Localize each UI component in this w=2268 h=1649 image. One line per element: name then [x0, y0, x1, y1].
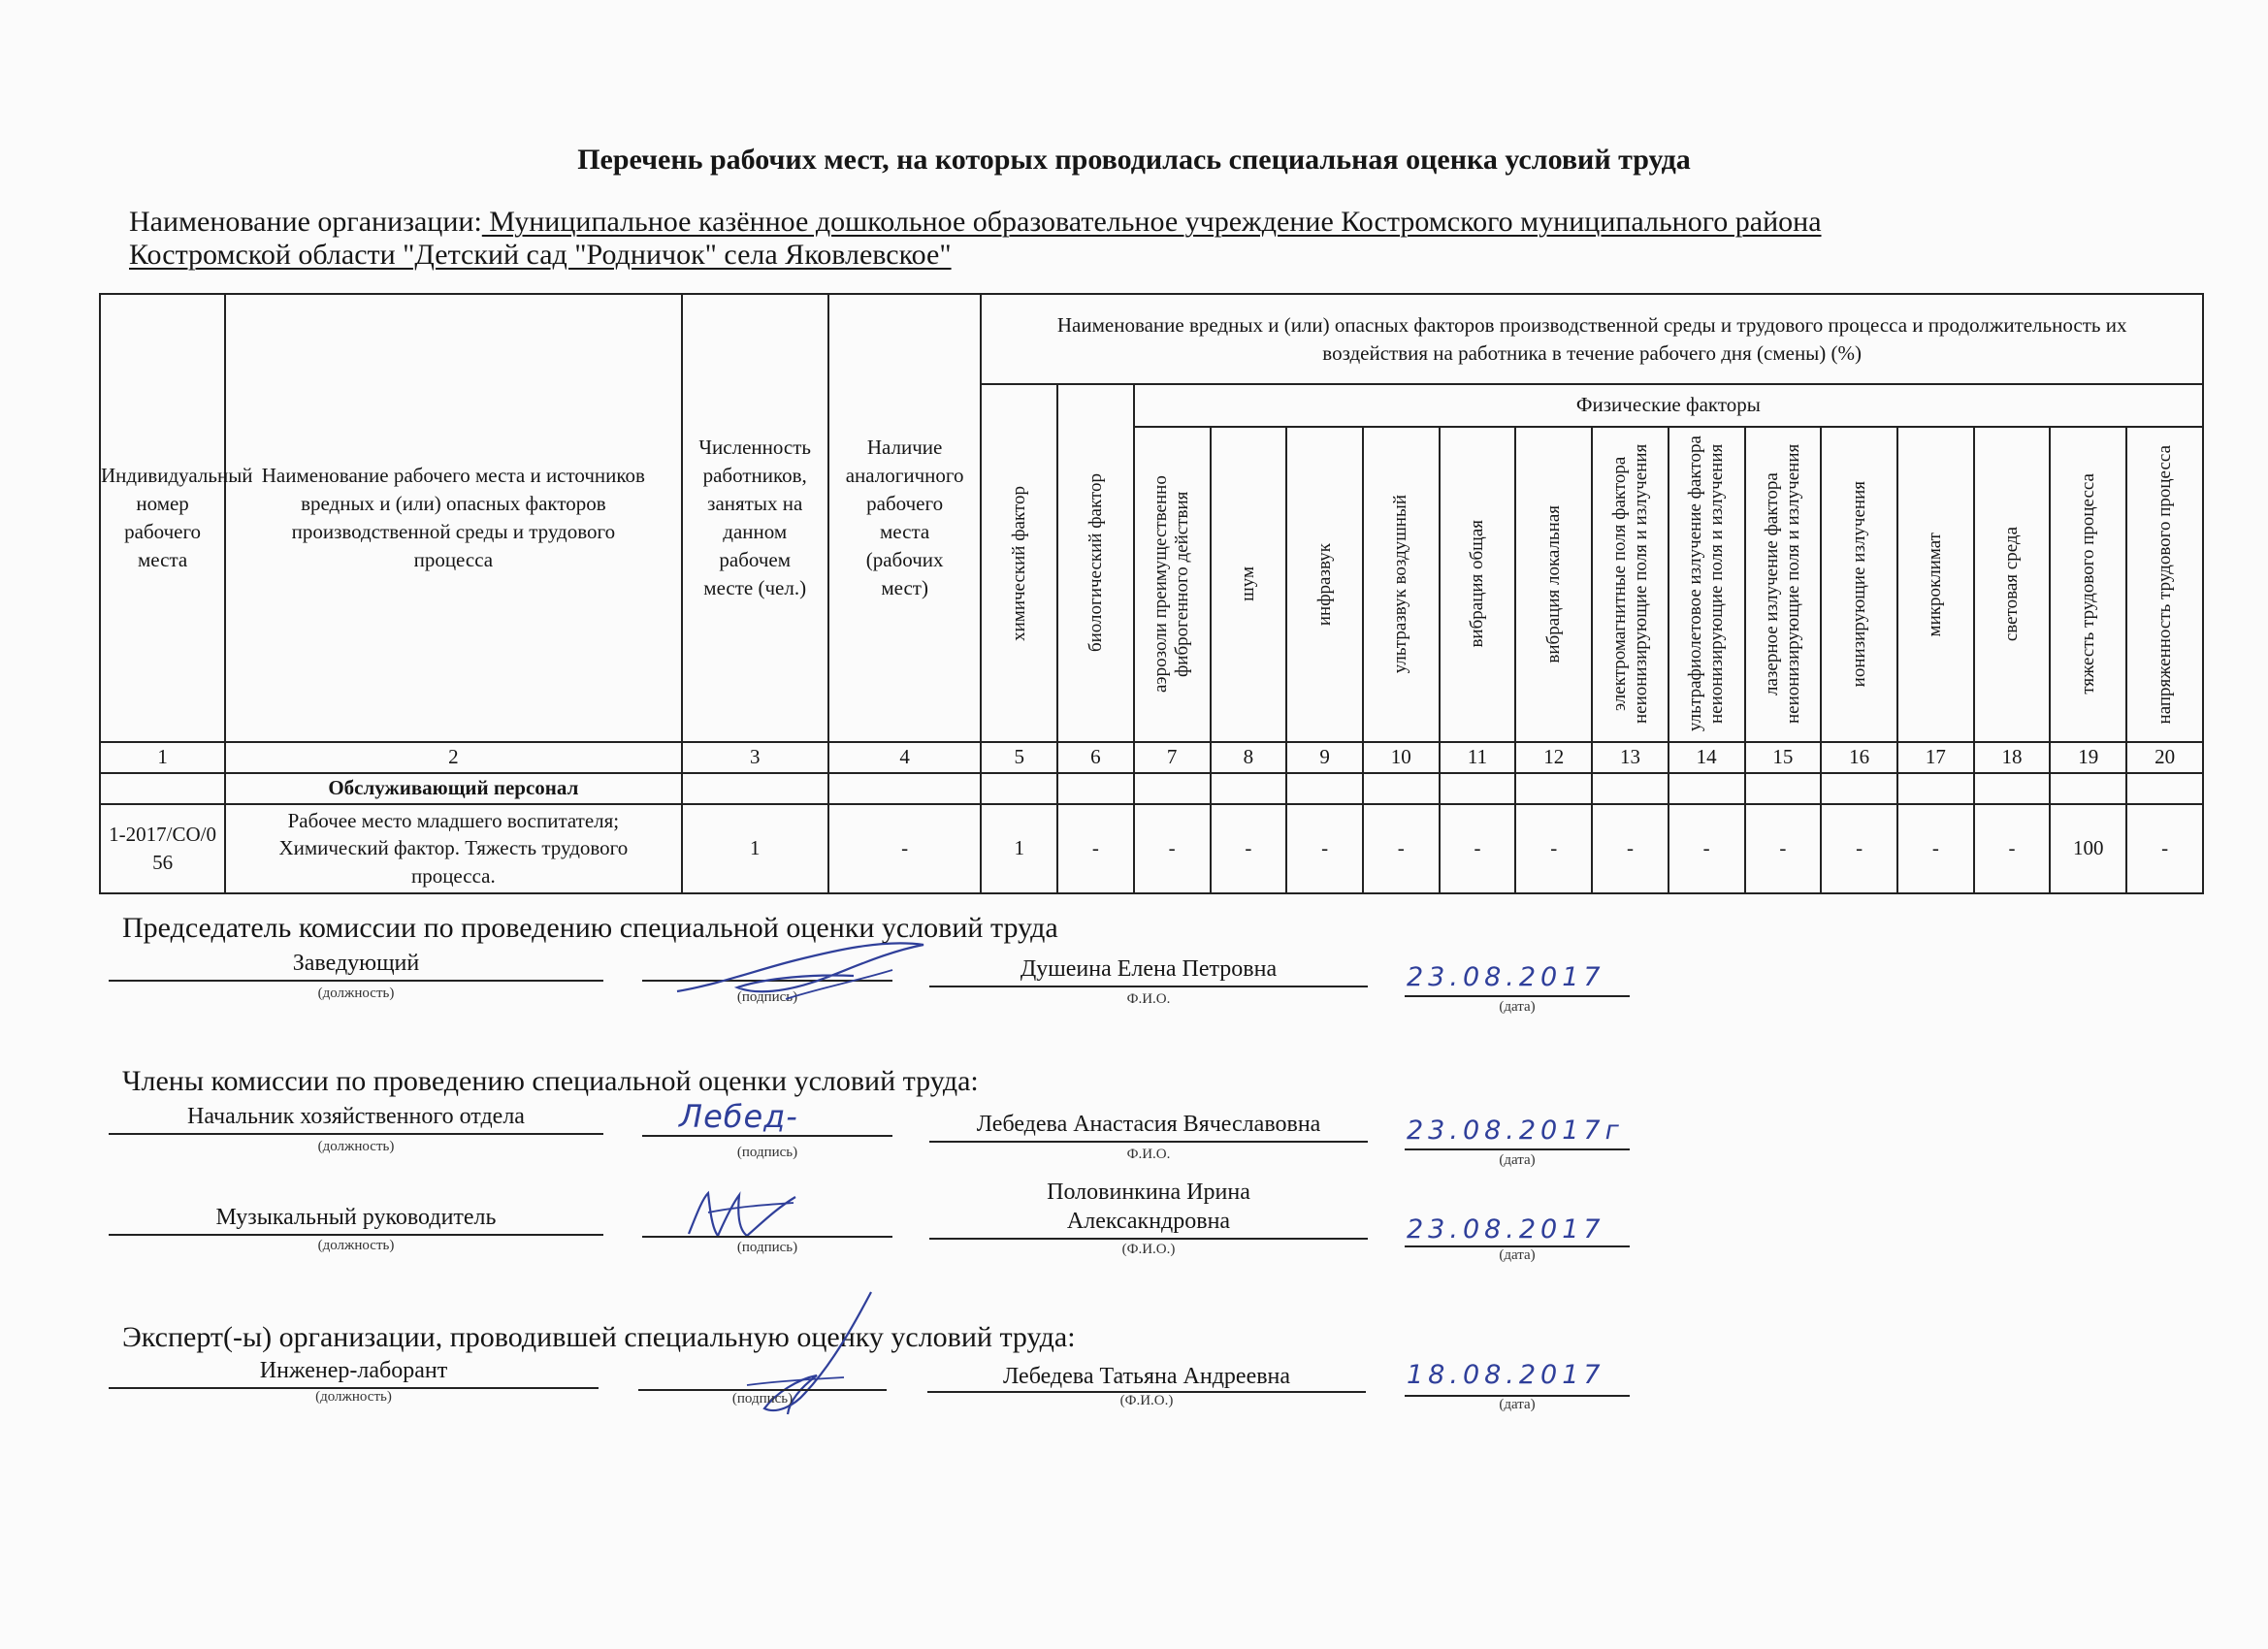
expert-position-caption: (должность)	[315, 1389, 392, 1405]
header-factor-14	[1669, 427, 1745, 742]
factor-value: -	[1669, 804, 1745, 893]
member-1-date: 23.08.2017г	[1407, 1116, 1624, 1146]
header-factor-5-label: химический фактор	[1008, 485, 1029, 641]
section-empty-cell	[1057, 773, 1134, 804]
member-1-position-line	[109, 1133, 603, 1135]
factor-value: -	[1134, 804, 1211, 893]
header-factor-11	[1440, 427, 1516, 742]
section-empty-cell	[1745, 773, 1822, 804]
chairman-position: Заведующий	[292, 951, 420, 976]
col-number: 16	[1821, 742, 1897, 773]
member-2-position-caption: (должность)	[317, 1238, 395, 1253]
header-factor-18-label: световая среда	[2001, 527, 2023, 642]
expert-date-caption: (дата)	[1499, 1397, 1536, 1412]
member-2-name-line-1: Половинкина Ирина	[1047, 1180, 1250, 1205]
organization-name-part-2: Костромской области "Детский сад "Родничок" села Яковлевское"	[129, 239, 952, 271]
member-1-position-caption: (должность)	[317, 1139, 395, 1154]
section-empty-cell	[1897, 773, 1974, 804]
workplaces-table	[99, 293, 2204, 894]
section-empty-cell	[981, 773, 1057, 804]
header-physical-factors: Физические факторы	[1134, 384, 2203, 426]
member-1-signature: Лебед-	[679, 1098, 798, 1135]
header-factors-group: Наименование вредных и (или) опасных факторов производственной среды и трудового процесса и продолжительность их воздействия на работника в течение рабочего дня (смены) (%)	[981, 294, 2203, 384]
section-empty-cell	[682, 773, 828, 804]
header-factor-14-label: ультрафиолетовое излучение фактора неионизирующие поля и излучения	[1685, 436, 1728, 732]
page-title: Перечень рабочих мест, на которых проводилась специальная оценка условий труда	[577, 144, 1691, 176]
organization-line-2	[129, 239, 952, 272]
header-factor-12	[1515, 427, 1592, 742]
factor-value: -	[2126, 804, 2203, 893]
section-empty-cell	[2050, 773, 2126, 804]
factor-value: 100	[2050, 804, 2126, 893]
member-1-date-caption: (дата)	[1499, 1152, 1536, 1168]
header-factor-6	[1057, 384, 1134, 742]
header-factor-13	[1592, 427, 1669, 742]
expert-position: Инженер-лаборант	[259, 1358, 448, 1383]
factor-value: -	[1745, 804, 1822, 893]
organization-name-part-1: Муниципальное казённое дошкольное образовательное учреждение Костромского муниципального района	[481, 206, 1822, 238]
section-empty-cell	[1515, 773, 1592, 804]
header-factor-17	[1897, 427, 1974, 742]
section-empty-cell	[100, 773, 225, 804]
member-2-name-line-2: Алексакндровна	[1066, 1209, 1231, 1234]
member-2-position-line	[109, 1234, 603, 1236]
expert-signature-caption: (подпись)	[731, 1391, 794, 1406]
header-factor-16	[1821, 427, 1897, 742]
header-factor-7	[1134, 427, 1211, 742]
header-factor-5	[981, 384, 1057, 742]
header-factor-6-label: биологический фактор	[1085, 473, 1106, 653]
col-number: 13	[1592, 742, 1669, 773]
col-number: 10	[1363, 742, 1440, 773]
header-factor-9-label: инфразвук	[1313, 542, 1335, 626]
factor-value: -	[1286, 804, 1363, 893]
member-1-signature-line	[642, 1135, 892, 1137]
factor-value: -	[1211, 804, 1287, 893]
header-factor-19	[2050, 427, 2126, 742]
header-factor-20	[2126, 427, 2203, 742]
col-number: 6	[1057, 742, 1134, 773]
member-1-date-line	[1405, 1148, 1630, 1150]
factor-value: -	[1363, 804, 1440, 893]
section-empty-cell	[1440, 773, 1516, 804]
col-number: 20	[2126, 742, 2203, 773]
member-1-fio-caption: Ф.И.О.	[1126, 1147, 1171, 1162]
chairman-signature	[669, 931, 931, 1009]
header-factor-11-label: вибрация общая	[1467, 520, 1488, 648]
factor-value: -	[1057, 804, 1134, 893]
header-workplace-id: Индивидуальный номер рабочего места	[100, 294, 225, 742]
section-empty-cell	[1134, 773, 1211, 804]
chairman-date: 23.08.2017	[1407, 962, 1605, 992]
section-empty-cell	[1592, 773, 1669, 804]
expert-heading: Эксперт(-ы) организации, проводившей специальную оценку условий труда:	[122, 1321, 1076, 1353]
member-2-name-line	[929, 1238, 1368, 1240]
workplace-name: Рабочее место младшего воспитателя; Химический фактор. Тяжесть трудового процесса.	[225, 804, 681, 893]
factor-value: -	[1897, 804, 1974, 893]
col-number: 5	[981, 742, 1057, 773]
header-worker-count: Численность работников, занятых на данном рабочем месте (чел.)	[682, 294, 828, 742]
col-number: 9	[1286, 742, 1363, 773]
col-number: 12	[1515, 742, 1592, 773]
section-empty-cell	[1821, 773, 1897, 804]
expert-date: 18.08.2017	[1407, 1360, 1605, 1390]
factor-value: -	[1821, 804, 1897, 893]
col-number: 4	[828, 742, 981, 773]
factor-value: -	[1440, 804, 1516, 893]
header-factor-13-label: электромагнитные поля фактора неионизирующие поля и излучения	[1608, 444, 1651, 725]
member-2-signature-caption: (подпись)	[736, 1240, 798, 1255]
section-empty-cell	[1974, 773, 2051, 804]
header-factor-16-label: ионизирующие излучения	[1848, 481, 1869, 688]
header-factor-18	[1974, 427, 2051, 742]
member-1-signature-caption: (подпись)	[736, 1145, 798, 1160]
factor-value: -	[1592, 804, 1669, 893]
header-factor-7-label: аэрозоли преимущественно фиброгенного действия	[1150, 475, 1193, 694]
member-1-position: Начальник хозяйственного отдела	[187, 1104, 525, 1129]
col-number: 2	[225, 742, 681, 773]
section-empty-cell	[828, 773, 981, 804]
chairman-signature-caption: (подпись)	[736, 989, 798, 1005]
header-factor-15	[1745, 427, 1822, 742]
header-factor-10-label: ультразвук воздушный	[1390, 495, 1411, 674]
chairman-fio-caption: Ф.И.О.	[1126, 991, 1171, 1007]
chairman-name: Душеина Елена Петровна	[1020, 956, 1278, 982]
organization-line-1	[129, 206, 1822, 239]
expert-fio-caption: (Ф.И.О.)	[1119, 1393, 1174, 1408]
header-factor-9	[1286, 427, 1363, 742]
col-number: 11	[1440, 742, 1516, 773]
expert-name: Лебедева Татьяна Андреевна	[1002, 1364, 1291, 1389]
factor-value: 1	[981, 804, 1057, 893]
header-factor-8-label: шум	[1237, 566, 1258, 602]
workplace-id: 1-2017/СО/056	[100, 804, 225, 893]
header-analog-workplace: Наличие аналогичного рабочего места (рабочих мест)	[828, 294, 981, 742]
member-2-position: Музыкальный руководитель	[215, 1205, 497, 1230]
header-factor-15-label: лазерное излучение фактора неионизирующие поля и излучения	[1762, 444, 1803, 725]
header-factor-12-label: вибрация локальная	[1542, 504, 1564, 663]
section-title: Обслуживающий персонал	[225, 773, 681, 804]
col-number: 8	[1211, 742, 1287, 773]
table-row	[100, 804, 2203, 893]
header-factor-8	[1211, 427, 1287, 742]
header-factor-19-label: тяжесть трудового процесса	[2077, 473, 2098, 695]
header-factor-20-label: напряженность трудового процесса	[2154, 444, 2175, 724]
col-number: 18	[1974, 742, 2051, 773]
column-numbers-row	[100, 742, 2203, 773]
chairman-date-caption: (дата)	[1499, 999, 1536, 1015]
members-heading: Члены комиссии по проведению специальной оценки условий труда:	[122, 1065, 979, 1097]
section-row	[100, 773, 2203, 804]
col-number: 7	[1134, 742, 1211, 773]
chairman-position-caption: (должность)	[317, 986, 395, 1001]
section-empty-cell	[1286, 773, 1363, 804]
chairman-date-line	[1405, 995, 1630, 997]
col-number: 15	[1745, 742, 1822, 773]
col-number: 14	[1669, 742, 1745, 773]
member-2-signature-line	[642, 1236, 892, 1238]
member-1-name-line	[929, 1141, 1368, 1143]
section-empty-cell	[2126, 773, 2203, 804]
col-number: 17	[1897, 742, 1974, 773]
member-2-date: 23.08.2017	[1407, 1214, 1605, 1245]
section-empty-cell	[1669, 773, 1745, 804]
header-workplace-name: Наименование рабочего места и источников вредных и (или) опасных факторов производственной среды и трудового процесса	[225, 294, 681, 742]
factor-value: -	[1515, 804, 1592, 893]
analog-workplace: -	[828, 804, 981, 893]
member-1-name: Лебедева Анастасия Вячеславовна	[976, 1112, 1321, 1137]
header-factor-17-label: микроклимат	[1925, 532, 1946, 636]
col-number: 19	[2050, 742, 2126, 773]
section-empty-cell	[1363, 773, 1440, 804]
chairman-heading: Председатель комиссии по проведению специальной оценки условий труда	[122, 912, 1058, 944]
section-empty-cell	[1211, 773, 1287, 804]
factor-value: -	[1974, 804, 2051, 893]
member-2-date-caption: (дата)	[1499, 1247, 1536, 1263]
col-number: 1	[100, 742, 225, 773]
organization-label: Наименование организации:	[129, 206, 482, 238]
header-factor-10	[1363, 427, 1440, 742]
worker-count: 1	[682, 804, 828, 893]
member-2-fio-caption: (Ф.И.О.)	[1121, 1242, 1176, 1257]
chairman-name-line	[929, 986, 1368, 987]
chairman-position-line	[109, 980, 603, 982]
col-number: 3	[682, 742, 828, 773]
